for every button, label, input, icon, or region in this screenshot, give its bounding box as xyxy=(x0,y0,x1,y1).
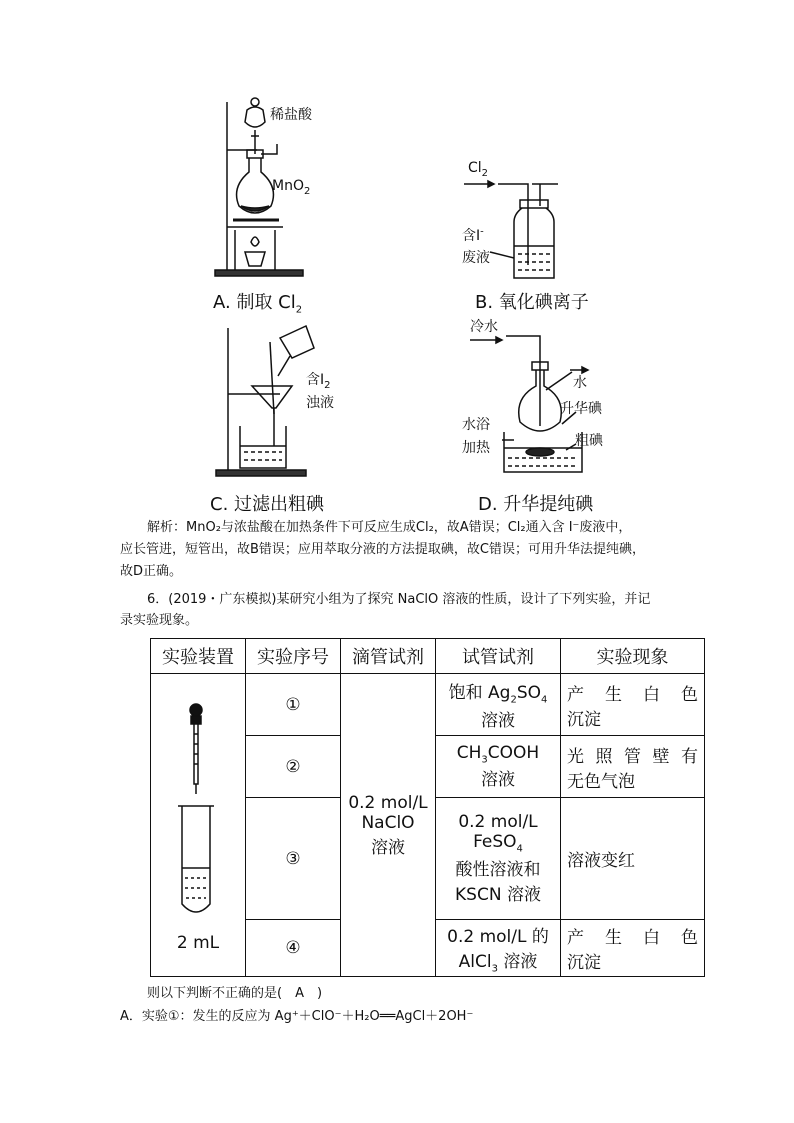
analysis-line-2: 应长管进，短管出，故B错误；应用萃取分液的方法提取碘，故C错误；可用升华法提纯碘， xyxy=(120,542,645,557)
row-1-tube-line-2: 溶液 xyxy=(481,710,515,731)
label-i2-sub: 2 xyxy=(324,379,331,391)
row-3-tube xyxy=(436,798,561,920)
row-2-tube-a: CH xyxy=(456,742,482,763)
row-4-tube-line-1: 0.2 mol/L 的 xyxy=(447,927,549,947)
caption-b xyxy=(475,288,589,314)
row-3-tube-line-3: 酸性溶液和 xyxy=(455,859,541,880)
label-sublimed-iodine-text: 升华碘 xyxy=(560,401,602,417)
dropper-line-3: 溶液 xyxy=(371,837,405,858)
row-1-tube-line-1 xyxy=(442,678,554,705)
row-4-obs-line-2: 沉淀 xyxy=(567,953,601,974)
caption-c xyxy=(210,490,324,516)
header-number: 实验序号 xyxy=(246,639,341,674)
analysis-line-3: 故D正确。 xyxy=(120,564,183,579)
label-i2-1 xyxy=(306,369,331,391)
row-1-tube-sub2: 4 xyxy=(541,694,548,706)
row-4-tube-line-2 xyxy=(442,947,554,974)
row-4-observation xyxy=(561,920,705,977)
label-waste-1 xyxy=(462,225,484,245)
row-2-number: ② xyxy=(246,736,341,798)
caption-b-text: B. 氧化碘离子 xyxy=(475,292,589,313)
table-row xyxy=(151,674,705,736)
label-cl2 xyxy=(468,160,488,179)
row-3-obs-line-1: 溶液变红 xyxy=(567,851,635,871)
row-2-tube-line-2: 溶液 xyxy=(481,770,515,791)
row-1-observation xyxy=(561,674,705,736)
apparatus-c-drawing xyxy=(210,322,320,482)
row-1-tube-b: SO xyxy=(516,683,541,704)
row-1-obs-line-2: 沉淀 xyxy=(567,709,601,730)
row-2-obs-line-2: 无色气泡 xyxy=(567,771,635,792)
experiment-table xyxy=(150,638,705,977)
row-4-number: ④ xyxy=(246,920,341,977)
row-4-tube-a: AlCl xyxy=(458,952,492,972)
dropper-reagent-cell xyxy=(341,674,436,977)
row-1-tube xyxy=(436,674,561,736)
header-tube: 试管试剂 xyxy=(436,639,561,674)
dropper-tube-drawing xyxy=(168,698,228,928)
caption-a xyxy=(213,288,302,316)
label-cl2-sub: 2 xyxy=(481,167,489,179)
label-heating xyxy=(462,437,490,457)
row-1-obs-line-1: 产 生 白 色 xyxy=(567,684,698,705)
device-cell xyxy=(151,674,246,977)
row-2-tube-b: COOH xyxy=(487,742,540,763)
row-3-tube-sub: 4 xyxy=(516,843,523,855)
label-cold-water-text: 冷水 xyxy=(470,319,498,335)
header-apparatus: 实验装置 xyxy=(151,639,246,674)
label-waste-2 xyxy=(462,247,490,267)
label-water-bath-text: 水浴 xyxy=(462,417,490,433)
row-4-tube-sub: 3 xyxy=(491,963,498,975)
row-2-obs-line-1: 光照管壁有 xyxy=(567,746,698,767)
caption-a-sub: 2 xyxy=(295,304,303,316)
label-waste-2-text: 废液 xyxy=(462,250,490,266)
caption-c-text: C. 过滤出粗碘 xyxy=(210,494,325,515)
row-4-obs-line-1: 产 生 白 色 xyxy=(567,928,698,949)
analysis-line-1: 解析：MnO₂与浓盐酸在加热条件下可反应生成Cl₂，故A错误；Cl₂通入含 I⁻废液中， xyxy=(147,520,632,535)
label-waste-1-text: 含I xyxy=(462,228,481,244)
dropper-line-2: NaClO xyxy=(361,812,415,833)
label-sublimed-iodine xyxy=(560,398,602,418)
label-water-bath xyxy=(462,414,490,434)
label-mno2 xyxy=(272,178,310,197)
header-dropper: 滴管试剂 xyxy=(341,639,436,674)
row-3-tube-line-2 xyxy=(442,832,554,854)
label-i2-1-text: 含I xyxy=(306,372,325,388)
label-mno2-sub: 2 xyxy=(303,185,311,197)
row-3-observation xyxy=(561,798,705,920)
row-2-observation xyxy=(561,736,705,798)
label-water-out-text: 水 xyxy=(573,375,587,391)
label-water-out xyxy=(573,372,587,392)
label-mno2-text: MnO xyxy=(272,178,304,194)
row-2-tube-sub: 3 xyxy=(481,754,488,766)
label-i2-2-text: 浊液 xyxy=(306,395,334,411)
row-3-tube-a: FeSO xyxy=(473,832,517,853)
question-line-2: 录实验现象。 xyxy=(120,613,199,628)
row-1-tube-a: 饱和 Ag xyxy=(448,683,511,704)
caption-a-text: A. 制取 Cl xyxy=(213,292,296,313)
row-1-tube-sub: 2 xyxy=(510,694,517,706)
label-cold-water xyxy=(470,316,498,336)
label-dilute-hcl xyxy=(270,104,312,124)
question-prompt: 则以下判断不正确的是( A ) xyxy=(147,986,323,1001)
dropper-line-1: 0.2 mol/L xyxy=(348,792,428,813)
label-crude-iodine-text: 粗碘 xyxy=(575,433,603,449)
row-3-number: ③ xyxy=(246,798,341,920)
row-3-tube-line-1: 0.2 mol/L xyxy=(458,812,538,833)
row-4-tube xyxy=(436,920,561,977)
label-crude-iodine xyxy=(575,430,603,450)
caption-d-text: D. 升华提纯碘 xyxy=(478,494,594,515)
label-cl2-text: Cl xyxy=(468,160,482,176)
header-observation: 实验现象 xyxy=(561,639,705,674)
question-line-1: 6．(2019・广东模拟)某研究小组为了探究 NaClO 溶液的性质，设计了下列实验，并记 xyxy=(147,592,651,607)
row-4-tube-b: 溶液 xyxy=(497,952,538,972)
label-waste-sup: - xyxy=(480,226,484,238)
row-3-tube-line-4: KSCN 溶液 xyxy=(455,884,541,905)
row-2-tube-line-1 xyxy=(442,743,554,765)
label-heating-text: 加热 xyxy=(462,440,490,456)
caption-d xyxy=(478,490,593,516)
row-2-tube xyxy=(436,736,561,798)
label-i2-2 xyxy=(306,392,334,412)
row-1-number: ① xyxy=(246,674,341,736)
table-header-row xyxy=(151,639,705,674)
device-volume-label: 2 mL xyxy=(176,932,220,953)
label-dilute-hcl-text: 稀盐酸 xyxy=(270,107,312,123)
option-a: A．实验①：发生的反应为 Ag⁺＋ClO⁻＋H₂O══AgCl＋2OH⁻ xyxy=(120,1009,474,1024)
